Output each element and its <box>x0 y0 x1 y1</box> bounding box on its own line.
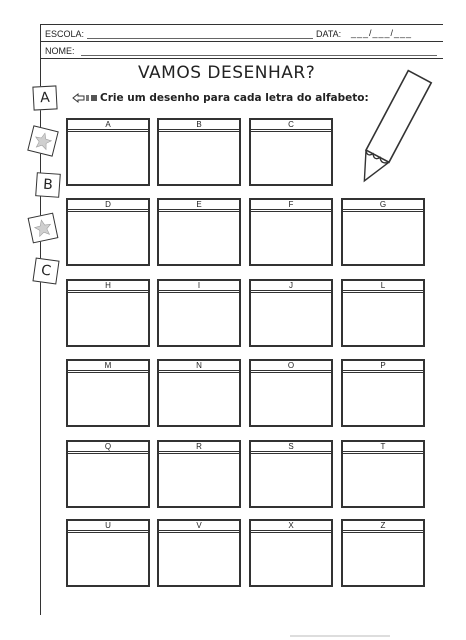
side-card-b-label: B <box>42 176 54 194</box>
date-label: DATA: <box>316 29 342 39</box>
page-title: VAMOS DESENHAR? <box>138 63 316 83</box>
star-icon <box>32 130 54 152</box>
name-label: NOME: <box>45 46 75 56</box>
letter-label-p: P <box>343 361 423 371</box>
letter-box-q[interactable] <box>66 440 150 508</box>
side-card-c <box>32 257 59 284</box>
date-field[interactable]: ___/___/___ <box>351 28 413 38</box>
letter-box-l[interactable] <box>341 279 425 347</box>
letter-box-c[interactable] <box>249 118 333 186</box>
letter-box-o[interactable] <box>249 359 333 427</box>
school-field[interactable] <box>87 38 313 39</box>
letter-box-p[interactable] <box>341 359 425 427</box>
letter-box-e[interactable] <box>157 198 241 266</box>
letter-label-s: S <box>251 442 331 452</box>
side-card-c-label: C <box>40 262 52 280</box>
letter-label-r: R <box>159 442 239 452</box>
letter-label-x: X <box>251 521 331 531</box>
letter-label-g: G <box>343 200 423 210</box>
letter-label-u: U <box>68 521 148 531</box>
letter-label-v: V <box>159 521 239 531</box>
letter-label-d: D <box>68 200 148 210</box>
pencil-arrow-icon <box>72 92 98 104</box>
letter-label-o: O <box>251 361 331 371</box>
letter-box-b[interactable] <box>157 118 241 186</box>
side-card-a-label: A <box>39 89 51 107</box>
letter-box-v[interactable] <box>157 519 241 587</box>
letter-box-r[interactable] <box>157 440 241 508</box>
letter-box-m[interactable] <box>66 359 150 427</box>
side-card-a <box>32 85 57 110</box>
letter-box-g[interactable] <box>341 198 425 266</box>
letter-label-m: M <box>68 361 148 371</box>
school-label: ESCOLA: <box>45 29 85 39</box>
letter-box-f[interactable] <box>249 198 333 266</box>
letter-label-j: J <box>251 281 331 291</box>
letter-box-u[interactable] <box>66 519 150 587</box>
letter-box-j[interactable] <box>249 279 333 347</box>
name-row <box>41 42 443 59</box>
side-card-b <box>35 172 61 198</box>
scan-artifact <box>290 635 390 637</box>
side-card-star-2 <box>28 213 59 244</box>
letter-box-n[interactable] <box>157 359 241 427</box>
letter-box-z[interactable] <box>341 519 425 587</box>
star-icon <box>32 217 53 238</box>
pencil-icon <box>342 66 442 196</box>
letter-label-c: C <box>251 120 331 130</box>
letter-box-a[interactable] <box>66 118 150 186</box>
letter-label-b: B <box>159 120 239 130</box>
letter-box-h[interactable] <box>66 279 150 347</box>
letter-label-n: N <box>159 361 239 371</box>
letter-label-z: Z <box>343 521 423 531</box>
letter-box-t[interactable] <box>341 440 425 508</box>
instruction-text: Crie um desenho para cada letra do alfabeto: <box>100 92 369 104</box>
letter-label-f: F <box>251 200 331 210</box>
letter-label-h: H <box>68 281 148 291</box>
letter-label-q: Q <box>68 442 148 452</box>
letter-label-t: T <box>343 442 423 452</box>
school-row <box>41 25 443 42</box>
letter-label-a: A <box>68 120 148 130</box>
letter-box-x[interactable] <box>249 519 333 587</box>
letter-label-e: E <box>159 200 239 210</box>
letter-box-s[interactable] <box>249 440 333 508</box>
name-field[interactable] <box>81 55 437 56</box>
letter-label-l: L <box>343 281 423 291</box>
letter-label-i: I <box>159 281 239 291</box>
letter-box-d[interactable] <box>66 198 150 266</box>
letter-box-i[interactable] <box>157 279 241 347</box>
